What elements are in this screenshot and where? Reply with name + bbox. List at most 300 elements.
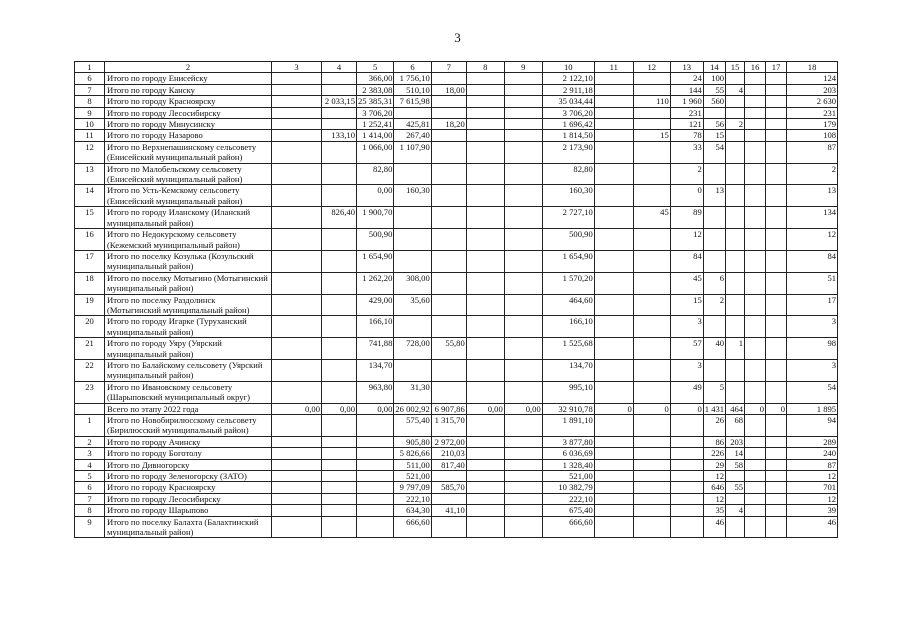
- row-index-cell: 10: [75, 119, 105, 130]
- value-cell-col17: [766, 436, 787, 447]
- value-cell-col15: [726, 381, 745, 403]
- value-cell-col7: [431, 316, 466, 338]
- page-number: 3: [454, 30, 461, 45]
- value-cell-col8: [466, 107, 504, 118]
- value-cell-col10: 82,80: [542, 163, 594, 185]
- value-cell-col14: 1 431: [704, 403, 725, 414]
- value-cell-col14: 26: [703, 415, 725, 437]
- value-cell-col16: [745, 294, 766, 316]
- value-cell-col17: [766, 229, 787, 251]
- value-cell-col4: [322, 471, 357, 482]
- value-cell-col13: 84: [670, 250, 703, 272]
- value-cell-col6: [394, 359, 431, 381]
- row-index-cell: 8: [75, 96, 105, 107]
- value-cell-col17: [766, 338, 787, 360]
- value-cell-col8: [466, 316, 504, 338]
- value-cell-col10: 1 891,10: [542, 415, 594, 437]
- row-index-cell: 11: [75, 130, 105, 141]
- value-cell-col7: [431, 471, 466, 482]
- row-index-cell: 9: [75, 107, 105, 118]
- value-cell-col3: [272, 163, 322, 185]
- value-cell-col16: [745, 316, 766, 338]
- value-cell-col4: [322, 141, 357, 163]
- value-cell-col14: [703, 163, 725, 185]
- value-cell-col8: [466, 119, 504, 130]
- value-cell-col6: 521,00: [394, 471, 431, 482]
- value-cell-col8: [466, 482, 504, 493]
- row-name-cell: Итого по городу Минусинску: [105, 119, 272, 130]
- value-cell-col9: [504, 272, 542, 294]
- value-cell-col15: [726, 163, 745, 185]
- value-cell-col18: 84: [787, 250, 838, 272]
- row-name-cell: Итого по Верхнепашинскому сельсовету (Енисейский муниципальный район): [105, 141, 272, 163]
- value-cell-col16: [745, 250, 766, 272]
- value-cell-col14: 12: [703, 493, 725, 504]
- value-cell-col10: 166,10: [542, 316, 594, 338]
- value-cell-col7: 6 907,86: [431, 403, 466, 414]
- value-cell-col11: [594, 459, 633, 470]
- row-name-cell: Итого по городу Канску: [105, 84, 272, 95]
- value-cell-col16: [745, 448, 766, 459]
- value-cell-col7: 585,70: [431, 482, 466, 493]
- value-cell-col18: 124: [787, 73, 838, 84]
- value-cell-col17: [766, 471, 787, 482]
- row-index-cell: 12: [75, 141, 105, 163]
- row-index-cell: [75, 403, 105, 414]
- table-row: [75, 250, 838, 272]
- value-cell-col13: [670, 415, 703, 437]
- value-cell-col13: [670, 482, 703, 493]
- value-cell-col13: 0: [670, 403, 703, 414]
- header-row: [75, 62, 838, 73]
- value-cell-col5: 1 654,90: [357, 250, 394, 272]
- value-cell-col3: [272, 516, 322, 538]
- value-cell-col8: [466, 338, 504, 360]
- value-cell-col9: [504, 185, 542, 207]
- value-cell-col9: [504, 471, 542, 482]
- value-cell-col15: 68: [726, 415, 745, 437]
- value-cell-col18: 39: [787, 505, 838, 516]
- value-cell-col12: 15: [633, 130, 670, 141]
- column-header-14: 14: [703, 62, 725, 73]
- value-cell-col8: [466, 185, 504, 207]
- value-cell-col8: [466, 505, 504, 516]
- value-cell-col9: [504, 229, 542, 251]
- value-cell-col5: [357, 505, 394, 516]
- value-cell-col6: [394, 207, 431, 229]
- value-cell-col17: [766, 163, 787, 185]
- value-cell-col13: 49: [670, 381, 703, 403]
- value-cell-col16: [745, 84, 766, 95]
- value-cell-col9: [504, 141, 542, 163]
- value-cell-col3: [272, 185, 322, 207]
- value-cell-col11: [594, 505, 633, 516]
- value-cell-col12: [633, 294, 670, 316]
- value-cell-col9: [504, 359, 542, 381]
- table-row: [75, 436, 838, 447]
- value-cell-col5: 1 252,41: [357, 119, 394, 130]
- row-index-cell: 6: [75, 482, 105, 493]
- value-cell-col18: 12: [787, 229, 838, 251]
- value-cell-col17: [766, 505, 787, 516]
- value-cell-col17: [766, 96, 787, 107]
- value-cell-col17: [766, 516, 787, 538]
- column-header-13: 13: [670, 62, 703, 73]
- value-cell-col14: 2: [703, 294, 725, 316]
- value-cell-col18: 203: [787, 84, 838, 95]
- row-index-cell: 1: [75, 415, 105, 437]
- row-index-cell: 17: [75, 250, 105, 272]
- value-cell-col17: [766, 316, 787, 338]
- value-cell-col3: [272, 73, 322, 84]
- column-header-12: 12: [633, 62, 670, 73]
- table-row: [75, 84, 838, 95]
- row-name-cell: Итого по городу Иланскому (Иланский муниципальный район): [105, 207, 272, 229]
- value-cell-col11: [594, 359, 633, 381]
- value-cell-col11: [594, 272, 633, 294]
- value-cell-col17: [766, 207, 787, 229]
- row-name-cell: Итого по городу Красноярску: [105, 482, 272, 493]
- value-cell-col9: [504, 505, 542, 516]
- value-cell-col4: [322, 294, 357, 316]
- value-cell-col16: [745, 381, 766, 403]
- column-header-10: 10: [542, 62, 594, 73]
- value-cell-col18: 3: [787, 359, 838, 381]
- value-cell-col14: 560: [703, 96, 725, 107]
- table-row: [75, 505, 838, 516]
- value-cell-col10: 2 911,18: [542, 84, 594, 95]
- row-name-cell: Итого по городу Шарыпово: [105, 505, 272, 516]
- value-cell-col7: [431, 294, 466, 316]
- value-cell-col13: [670, 505, 703, 516]
- value-cell-col5: 25 385,31: [358, 96, 393, 107]
- value-cell-col18: 3: [787, 316, 838, 338]
- value-cell-col8: [466, 381, 504, 403]
- value-cell-col17: [766, 381, 787, 403]
- value-cell-col7: 55,80: [431, 338, 466, 360]
- value-cell-col13: 231: [670, 107, 703, 118]
- value-cell-col13: 24: [670, 73, 703, 84]
- value-cell-col8: [466, 141, 504, 163]
- value-cell-col15: 14: [726, 448, 745, 459]
- value-cell-col5: [357, 471, 394, 482]
- value-cell-col11: [594, 415, 633, 437]
- value-cell-col15: 203: [726, 436, 745, 447]
- value-cell-col13: 3: [670, 316, 703, 338]
- value-cell-col7: 210,03: [431, 448, 466, 459]
- value-cell-col11: [594, 250, 633, 272]
- column-header-16: 16: [745, 62, 766, 73]
- value-cell-col15: [726, 516, 745, 538]
- value-cell-col7: [431, 107, 466, 118]
- table-row: [75, 338, 838, 360]
- value-cell-col5: 0,00: [357, 185, 394, 207]
- value-cell-col4: 133,10: [322, 130, 357, 141]
- value-cell-col6: [394, 250, 431, 272]
- value-cell-col13: 33: [670, 141, 703, 163]
- value-cell-col6: 35,60: [394, 294, 431, 316]
- value-cell-col3: [272, 505, 322, 516]
- column-header-11: 11: [594, 62, 633, 73]
- value-cell-col17: [766, 141, 787, 163]
- value-cell-col13: [670, 493, 703, 504]
- value-cell-col13: 2: [670, 163, 703, 185]
- value-cell-col10: 995,10: [542, 381, 594, 403]
- value-cell-col12: [633, 163, 670, 185]
- row-name-cell: Итого по городу Игарке (Туруханский муниципальный район): [105, 316, 272, 338]
- value-cell-col7: 18,20: [431, 119, 466, 130]
- row-index-cell: 6: [75, 73, 105, 84]
- value-cell-col5: 1 900,70: [357, 207, 394, 229]
- value-cell-col14: 40: [703, 338, 725, 360]
- value-cell-col4: [322, 459, 357, 470]
- value-cell-col14: 56: [703, 119, 725, 130]
- value-cell-col16: [745, 359, 766, 381]
- value-cell-col17: [766, 250, 787, 272]
- value-cell-col12: [633, 482, 670, 493]
- value-cell-col8: [466, 163, 504, 185]
- value-cell-col7: [431, 359, 466, 381]
- value-cell-col10: 3 877,80: [542, 436, 594, 447]
- value-cell-col3: [272, 493, 322, 504]
- value-cell-col3: 0,00: [272, 403, 322, 414]
- value-cell-col8: [466, 415, 504, 437]
- value-cell-col4: 0,00: [322, 403, 357, 414]
- value-cell-col18: 12: [787, 471, 838, 482]
- row-index-cell: 16: [75, 229, 105, 251]
- value-cell-col5: 366,00: [357, 73, 394, 84]
- value-cell-col13: 57: [670, 338, 703, 360]
- row-name-cell: Всего по этапу 2022 года: [105, 403, 272, 414]
- column-header-6: 6: [394, 62, 431, 73]
- value-cell-col11: [594, 493, 633, 504]
- value-cell-col18: 17: [787, 294, 838, 316]
- value-cell-col12: 110: [633, 96, 670, 107]
- value-cell-col10: 2 727,10: [542, 207, 594, 229]
- value-cell-col6: 575,40: [394, 415, 431, 437]
- value-cell-col10: 675,40: [542, 505, 594, 516]
- value-cell-col15: 2: [726, 119, 745, 130]
- value-cell-col3: [272, 415, 322, 437]
- value-cell-col18: 46: [787, 516, 838, 538]
- value-cell-col12: [633, 415, 670, 437]
- row-index-cell: 19: [75, 294, 105, 316]
- value-cell-col5: 1 262,20: [357, 272, 394, 294]
- row-name-cell: Итого по городу Уяру (Уярский муниципальный район): [105, 338, 272, 360]
- value-cell-col4: [322, 316, 357, 338]
- value-cell-col6: [394, 163, 431, 185]
- value-cell-col13: 12: [670, 229, 703, 251]
- value-cell-col11: [594, 73, 633, 84]
- value-cell-col18: 179: [787, 119, 838, 130]
- value-cell-col6: 666,60: [394, 516, 431, 538]
- value-cell-col18: 12: [787, 493, 838, 504]
- value-cell-col14: 12: [703, 471, 725, 482]
- value-cell-col10: 464,60: [542, 294, 594, 316]
- value-cell-col13: [670, 471, 703, 482]
- value-cell-col7: [431, 493, 466, 504]
- value-cell-col5: [357, 415, 394, 437]
- table-row: [75, 107, 838, 118]
- column-header-3: 3: [272, 62, 322, 73]
- value-cell-col18: 2 630: [787, 96, 838, 107]
- value-cell-col9: [504, 448, 542, 459]
- column-header-4: 4: [322, 62, 357, 73]
- value-cell-col7: [431, 73, 466, 84]
- value-cell-col16: [745, 459, 766, 470]
- value-cell-col16: [745, 505, 766, 516]
- value-cell-col16: [745, 338, 766, 360]
- value-cell-col3: [272, 482, 322, 493]
- value-cell-col16: [745, 130, 766, 141]
- value-cell-col11: [594, 141, 633, 163]
- value-cell-col18: 134: [787, 207, 838, 229]
- value-cell-col17: [766, 185, 787, 207]
- value-cell-col8: [466, 96, 504, 107]
- value-cell-col15: 4: [726, 505, 745, 516]
- value-cell-col18: 98: [787, 338, 838, 360]
- data-table: [74, 61, 838, 538]
- value-cell-col6: 1 107,90: [394, 141, 431, 163]
- value-cell-col4: [322, 381, 357, 403]
- value-cell-col15: [726, 316, 745, 338]
- column-header-18: 18: [787, 62, 838, 73]
- value-cell-col12: [633, 229, 670, 251]
- value-cell-col16: [745, 436, 766, 447]
- value-cell-col10: 666,60: [542, 516, 594, 538]
- row-index-cell: 14: [75, 185, 105, 207]
- value-cell-col6: 728,00: [394, 338, 431, 360]
- row-index-cell: 7: [75, 84, 105, 95]
- value-cell-col8: 0,00: [466, 403, 504, 414]
- value-cell-col6: 905,80: [394, 436, 431, 447]
- value-cell-col14: [703, 250, 725, 272]
- column-header-1: 1: [75, 62, 105, 73]
- value-cell-col13: 45: [670, 272, 703, 294]
- value-cell-col4: [322, 272, 357, 294]
- value-cell-col15: 58: [726, 459, 745, 470]
- value-cell-col17: [766, 415, 787, 437]
- table-row: [75, 119, 838, 130]
- table-row: [75, 471, 838, 482]
- value-cell-col7: [431, 516, 466, 538]
- value-cell-col14: 5: [703, 381, 725, 403]
- value-cell-col5: 429,00: [357, 294, 394, 316]
- value-cell-col10: 1 696,42: [542, 119, 594, 130]
- value-cell-col11: [594, 163, 633, 185]
- value-cell-col15: [726, 359, 745, 381]
- value-cell-col7: [431, 163, 466, 185]
- row-name-cell: Итого по городу Лесосибирску: [105, 493, 272, 504]
- value-cell-col4: [322, 119, 357, 130]
- value-cell-col9: [504, 459, 542, 470]
- value-cell-col17: [766, 73, 787, 84]
- table-row: [75, 163, 838, 185]
- value-cell-col8: [466, 459, 504, 470]
- value-cell-col9: [504, 107, 542, 118]
- value-cell-col10: 1 328,40: [542, 459, 594, 470]
- table-row: [75, 141, 838, 163]
- column-header-8: 8: [466, 62, 504, 73]
- value-cell-col15: [726, 250, 745, 272]
- column-header-2: 2: [105, 62, 272, 73]
- value-cell-col5: [357, 493, 394, 504]
- value-cell-col12: [633, 250, 670, 272]
- value-cell-col3: [272, 229, 322, 251]
- value-cell-col16: [745, 493, 766, 504]
- value-cell-col13: [670, 459, 703, 470]
- value-cell-col4: [322, 505, 357, 516]
- value-cell-col12: [633, 185, 670, 207]
- value-cell-col6: 5 826,66: [394, 448, 431, 459]
- value-cell-col16: [745, 471, 766, 482]
- row-name-cell: Итого по поселку Козулька (Козульский муниципальный район): [105, 250, 272, 272]
- value-cell-col17: [766, 130, 787, 141]
- value-cell-col15: 464: [726, 403, 745, 414]
- value-cell-col3: [272, 130, 322, 141]
- value-cell-col9: [504, 163, 542, 185]
- value-cell-col4: [322, 229, 357, 251]
- value-cell-col16: [745, 415, 766, 437]
- value-cell-col10: 500,90: [542, 229, 594, 251]
- row-index-cell: 8: [75, 505, 105, 516]
- value-cell-col12: 45: [633, 207, 670, 229]
- row-name-cell: Итого по Ивановскому сельсовету (Шарыповский муниципальный округ): [105, 381, 272, 403]
- value-cell-col12: [633, 471, 670, 482]
- value-cell-col12: [633, 359, 670, 381]
- value-cell-col8: [466, 516, 504, 538]
- value-cell-col9: [504, 338, 542, 360]
- row-name-cell: Итого по Новобирилюсскому сельсовету (Бирилюсский муниципальный район): [105, 415, 272, 437]
- value-cell-col16: [745, 141, 766, 163]
- value-cell-col13: [670, 436, 703, 447]
- column-header-5: 5: [357, 62, 394, 73]
- value-cell-col11: [594, 185, 633, 207]
- value-cell-col4: [322, 185, 357, 207]
- value-cell-col15: [726, 130, 745, 141]
- value-cell-col12: [633, 73, 670, 84]
- value-cell-col18: 701: [787, 482, 838, 493]
- value-cell-col13: 121: [670, 119, 703, 130]
- value-cell-col10: 1 814,50: [542, 130, 594, 141]
- value-cell-col15: [726, 73, 745, 84]
- value-cell-col16: [745, 96, 766, 107]
- value-cell-col18: 87: [787, 459, 838, 470]
- value-cell-col3: [272, 272, 322, 294]
- value-cell-col4: [322, 415, 357, 437]
- value-cell-col6: 26 002,92: [395, 403, 430, 414]
- value-cell-col11: [594, 294, 633, 316]
- value-cell-col3: [272, 338, 322, 360]
- value-cell-col17: [766, 482, 787, 493]
- value-cell-col12: [633, 459, 670, 470]
- value-cell-col11: [594, 316, 633, 338]
- row-name-cell: Итого по городу Лесосибирску: [105, 107, 272, 118]
- row-name-cell: Итого по городу Боготолу: [105, 448, 272, 459]
- value-cell-col13: 144: [670, 84, 703, 95]
- value-cell-col11: [594, 448, 633, 459]
- value-cell-col4: 826,40: [322, 207, 357, 229]
- value-cell-col11: [594, 338, 633, 360]
- value-cell-col14: 35: [703, 505, 725, 516]
- value-cell-col11: 0: [594, 403, 633, 414]
- value-cell-col9: [504, 381, 542, 403]
- value-cell-col12: [633, 493, 670, 504]
- value-cell-col14: 6: [703, 272, 725, 294]
- row-index-cell: 21: [75, 338, 105, 360]
- row-index-cell: 22: [75, 359, 105, 381]
- value-cell-col7: [431, 250, 466, 272]
